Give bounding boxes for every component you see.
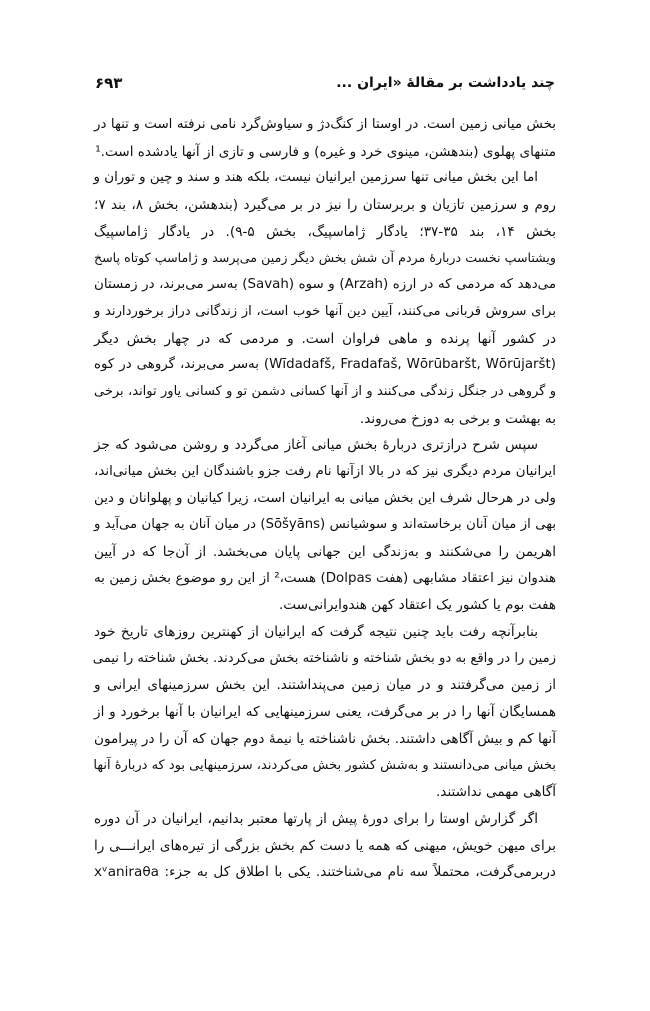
paragraph-2 (94, 165, 556, 432)
text-line: ولی در هرحال شرف این بخش میانی به ایرانیان است، زیرا کیانیان و پهلوانان و دین (94, 490, 556, 506)
paragraph-4 (94, 619, 556, 806)
text-line: بخش میانی زمین است. در اوستا از کنگ‌دژ و سیاوش‌گرد نامی نرفته است و تنها در (94, 117, 556, 132)
text-line: از زمین می‌گرفتند و در میان زمین می‌پنداشتند. این بخش سرزمینهای ایرانی و (94, 677, 556, 694)
body-text (94, 112, 556, 886)
text-line: ویشتاسپ نخست دربارهٔ مردم آن شش بخش دیگر زمین می‌پرسد و ژاماسپ کوتاه پاسخ (94, 250, 556, 266)
text-line: بهی از میان آنان برخاسته‌اند و سوشیانس (Sōšyāns) در میان آنان به جهان می‌آید و (94, 517, 556, 533)
text-line: بنابرآنچه رفت باید چنین نتیجه گرفت که ایرانیان از کهنترین روزهای تاریخ خود (94, 624, 538, 641)
text-line: برای سروش قربانی می‌کنند، آیین دین آنها خوب است، از زندگانی دراز برخوردارند و (94, 303, 556, 319)
text-line: بخش میانی می‌دانستند و به‌شش کشور بخش می‌کردند، سرزمینهایی بود که دربارهٔ آنها (93, 757, 556, 773)
text-line: دربرمی‌گرفت، محتملاً سه نام می‌شناختند. یکی با اطلاق کل به جزء: xᵛaniraθa (94, 864, 556, 881)
text-line: آنها کم و بیش آگاهی داشتند. بخش ناشناخته یا نیمهٔ دوم جهان که آن را در پیرامون (94, 730, 556, 747)
text-line: می‌دهد که مردمی که در ارزه (Arzah) و سوه (Savah) به‌سر می‌برند، در زمستان (94, 277, 556, 293)
text-line: برای میهن خویش، میهنی که همه یا دست کم بخش بزرگی از تیره‌های ایرانـــی را (94, 837, 556, 854)
paragraph-3 (94, 432, 556, 619)
text-line: در کشور آنها پرنده و ماهی فراوان است. و مردمی که در چهار بخش دیگر (94, 330, 556, 347)
text-line: هندوان نیز اعتقاد مشابهی (هفت Dolpas) هست،² از این رو موضوع بخش زمین به (94, 570, 557, 586)
text-line: متنهای پهلوی (بندهشن، مینوی خرد و غیره) و فارسی و تازی از آنها یادشده است.¹ (95, 143, 556, 160)
text-line: اهریمن را می‌شکنند و به‌زندگی این جهانی پایان می‌بخشد. از آن‌جا که در آیین (94, 544, 556, 560)
text-line: اما این بخش میانی تنها سرزمین ایرانیان نیست، بلکه هند و سند و چین و توران و (93, 170, 538, 186)
text-line: آگاهی مهمی نداشتند. (435, 784, 556, 801)
text-line: همسایگان آنها را در بر می‌گرفت، یعنی سرزمینهایی که ایرانیان با آنها برخورد و از (94, 704, 556, 721)
text-line: و گروهی در جنگل زندگی می‌کنند و از آنها کسانی دشمن تو و کسانی یاور تواند، برخی (94, 383, 556, 399)
text-line: هفت بوم یا کشور یک اعتقاد کهن هندوایرانی‌ست. (278, 597, 556, 614)
text-line: سپس شرح درازتری دربارهٔ بخش میانی آغاز می‌گردد و روشن می‌شود که جز (94, 437, 538, 454)
text-line: اگر گزارش اوستا را برای دورهٔ پیش از پارتها معتبر بدانیم، ایرانیان در آن دوره (94, 810, 538, 827)
paragraph-1 (94, 112, 556, 165)
page-number: ۶۹۳ (95, 74, 123, 92)
text-line: زمین را در واقع به دو بخش شناخته و ناشناخته بخش می‌کردند. بخش شناخته را نیمی (92, 650, 556, 666)
text-line: بخش ۱۴، بند ۳۵-۳۷؛ یادگار ژاماسپیگ، بخش ۵-۹). در یادگار ژاماسپیگ (94, 223, 556, 240)
paragraph-5 (94, 806, 556, 886)
text-line: ایرانیان مردم دیگری نیز که در بالا ازآنها نام رفت جزو باشندگان این بخش میانی‌اند، (94, 463, 556, 479)
text-line: به بهشت و برخی به دوزخ می‌روند. (359, 410, 556, 427)
text-line: روم و سرزمین تازیان و بربرستان را نیز در بر می‌گیرد (بندهشن، بخش ۸، بند ۷؛ (94, 197, 556, 214)
page-header (95, 70, 555, 96)
running-head: چند یادداشت بر مقالهٔ «ایران ... (336, 75, 555, 91)
text-line: (Wīdadafš, Fradafaš, Wōrūbaršt, Wōrūjaršt) به‌سر می‌برند، گروهی در کوه (94, 357, 556, 373)
